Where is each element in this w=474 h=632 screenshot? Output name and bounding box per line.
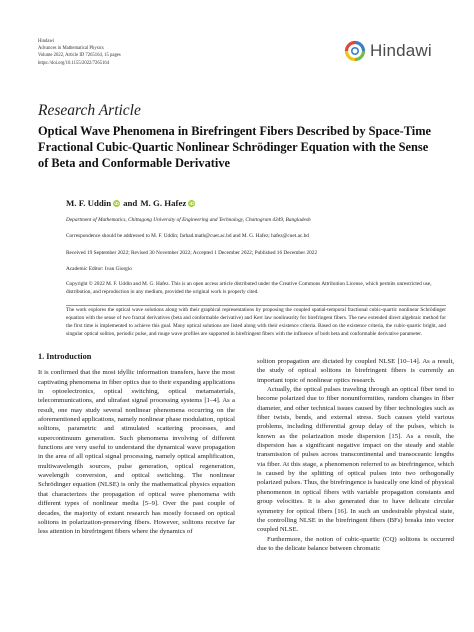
author-connector: and bbox=[123, 198, 138, 208]
copyright-notice: Copyright © 2022 M. F. Uddin and M. G. Hafez. This is an open access article distributed under the Creative Commons Attribution License, which permits unrestricted use, distribution, and reproduction in any medium, provided the original work is properly cited. bbox=[66, 281, 432, 295]
orcid-icon[interactable]: iD bbox=[114, 200, 119, 206]
journal-info bbox=[38, 38, 121, 67]
section-heading: 1. Introduction bbox=[38, 352, 92, 361]
journal-name: Advances in Mathematical Physics bbox=[38, 46, 104, 52]
body-paragraph: Furthermore, the notion of cubic-quartic (CQ) solitons is occurred due to the delicate balance between chromatic bbox=[257, 535, 454, 552]
publisher-brand[interactable] bbox=[344, 40, 432, 62]
body-paragraph: Actually, the optical pulses traveling through an optical fiber tend to become polarized due to fiber nonuniformities, random changes in fiber diameter, and other technical issues caused by fiber technologies such as fiber twists, bends, and external stress. Such causes yield various problems, including differential group delay of the pulses, which is known as the polarization mode dispersion [15]. As a result, the dispersion has a significant negative impact on the steady and stable transmission of pulses across transcontinental and transoceanic lengths via fiber. At this stage, a phenomenon referred to as birefringence, which is caused by the splitting of optical pulses into two orthogonally polarized pulses. Thus, the birefringence is basically one kind of physical phenomenon in optical fibers with variable propagation constants and group velocities. It is also generated due to have delicate circular symmetry for optical fibers [16]. In such an undesirable physical state, the controlling NLSE in the birefringent fibers (BFs) breaks into vector coupled NLSE. bbox=[257, 386, 454, 534]
author-line bbox=[66, 198, 198, 208]
correspondence: Correspondence should be addressed to M. F. Uddin; farhad.math@cuet.ac.bd and M. G. Hafez; hafez@cuet.ac.bd bbox=[66, 233, 309, 239]
doi-link[interactable]: https://doi.org/10.1155/2022/7265164 bbox=[38, 60, 110, 66]
abstract-text: The work explores the optical wave solutions along with their graphical representations by proposing the coupled spatial-temporal fractional cubic-quartic nonlinear Schrödinger equation with the sense of two fractal derivatives (beta and conformable derivative) and Kerr law nonlinearity for birefringent fibers. The new extended direct algebraic method for the first time is implemented to achieve this goal. Many optical solutions are listed along with their existence criteria. Based on the existence criteria, the cubic-quartic bright, and singular optical soliton, periodic pulse, and rouge wave profiles are supported in birefringent fibers with the influence of both beta and conformable derivative parameter. bbox=[66, 307, 446, 337]
abstract-top-rule bbox=[66, 305, 446, 306]
body-paragraph: soliton propagation are dictated by coupled NLSE [10–14]. As a result, the study of optical solitons in birefringent fibers is currently an important topic of nonlinear optics research. bbox=[257, 358, 454, 384]
author-name[interactable]: M. F. Uddin bbox=[66, 198, 112, 208]
publication-dates: Received 19 September 2022; Revised 30 November 2022; Accepted 1 December 2022; Published 16 December 2022 bbox=[66, 250, 318, 256]
author-name[interactable]: M. G. Hafez bbox=[140, 198, 187, 208]
affiliation: Department of Mathematics, Chittagong University of Engineering and Technology, Chattogram 4349, Bangladesh bbox=[66, 217, 311, 223]
left-column bbox=[38, 352, 235, 537]
publisher-name: Hindawi bbox=[38, 39, 55, 44]
brand-name: Hindawi bbox=[370, 41, 432, 60]
academic-editor: Academic Editor: Ivan Giorgio bbox=[66, 266, 132, 272]
paper-title: Optical Wave Phenomena in Birefringent Fibers Described by Space-Time Fractional Cubic-Quartic Nonlinear Schrödinger Equation with the Sense of Beta and Conformable Derivative bbox=[38, 124, 432, 170]
article-type: Research Article bbox=[38, 102, 141, 119]
hindawi-logo-icon bbox=[344, 40, 366, 62]
body-paragraph: It is confirmed that the most idyllic information transfers, have the most captivating phenomena in fiber optics due to their expanding applications in optoelectronics, optical switching, optical metamaterials, telecommunications, and ultrafast signal processing systems [1–4]. As a result, one may study several nonlinear phenomena occurring on the aforementioned applications, namely nonlinear phase modulation, optical solitons, parametric and stimulated scattering processes, and supercontinuum generation. Such phenomena involving of different functions are very useful to understand the dynamical wave propagation in the area of all optical signal processing, namely optical amplification, multiwavelength sources, pulse generation, optical regeneration, wavelength conversion, and optical switching. The nonlinear Schrödinger equation (NLSE) is only the mathematical physics equation that characterizes the propagation of optical wave phenomena with different types of nonlinear media [5–9]. Over the past couple of decades, the majority of extant research has mostly focused on optical solitons in polarization-preserving fibers. However, solitons receive far less attention in birefringent fibers where the dynamics of bbox=[38, 369, 235, 536]
orcid-icon[interactable]: iD bbox=[189, 200, 194, 206]
right-column bbox=[257, 357, 454, 553]
volume-line: Volume 2022, Article ID 7265164, 15 pages bbox=[38, 53, 121, 59]
